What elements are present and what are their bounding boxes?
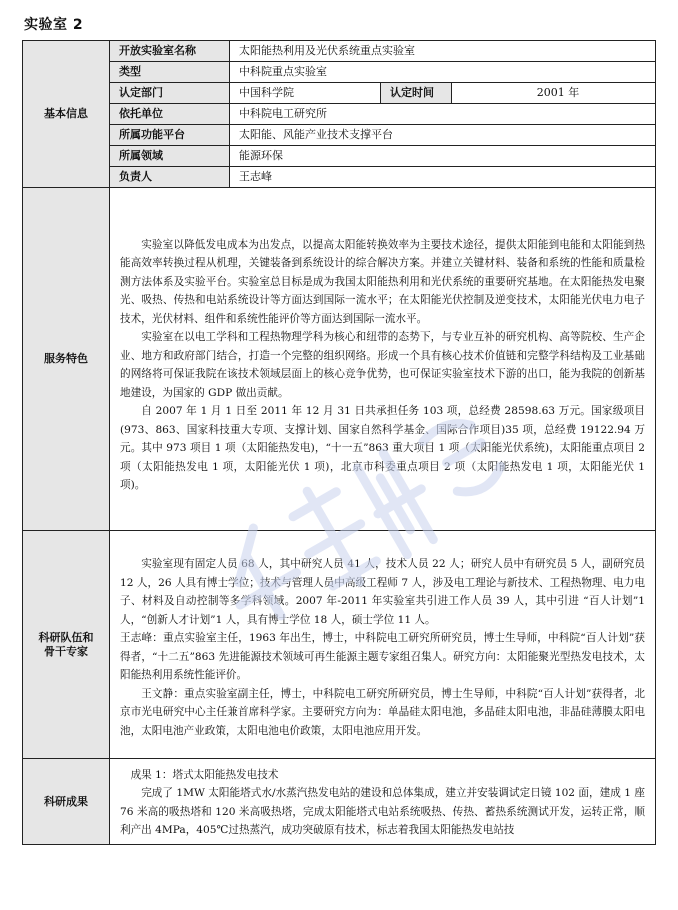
team-paragraph: 王志峰：重点实验室主任，1963 年出生，博士，中科院电工研究所研究员，博士生导师，中科院“百人计划”获得者，“十二五”863 先进能源技术领域可再生能源主题专家组召集人。研究方向：太阳能聚光型热发电技术，太阳能热利用系统性能评价。 [120, 632, 645, 681]
label-time: 认定时间 [381, 83, 452, 104]
row-unit [23, 104, 656, 125]
service-paragraph: 自 2007 年 1 月 1 日至 2011 年 12 月 31 日共承担任务 103 项，总经费 28598.63 万元。国家级项目(973、863、国家科技重大专项、支撑计划、国家自然科学基金、国际合作项目)35 项，总经费 19122.94 万元。其中 973 项目 1 项（太阳能热发电)，“十一五”863 重大项目 1 项（太阳能光伏系统)，太阳能重点项目 2 项（太阳能热发电 1 项，太阳能光伏 1 项)，北京市科委重点项目 2 项（太阳能热发电 1 项，太阳能光伏 1 项)。 [120, 405, 645, 491]
category-team [23, 531, 110, 759]
row-dept [23, 83, 656, 104]
team-paragraph: 实验室现有固定人员 68 人，其中研究人员 41 人，技术人员 22 人；研究人员中有研究员 5 人，副研究员 12 人，26 人具有博士学位；技术与管理人员中高级工程师 7 人，涉及电工理论与新技术、工程热物理、电力电子、材料及自动控制等多学科领域。2007 年-2011 年实验室共引进工作人员 39 人，其中引进 “百人计划”1 人，“创新人才计划”1 人，具有博士学位 18 人，硕士学位 11 人。 [120, 558, 645, 626]
category-team-line2: 骨干专家 [44, 644, 88, 658]
category-team-line1: 科研队伍和 [38, 630, 94, 644]
label-head: 负责人 [110, 167, 230, 188]
results-paragraph: 成果 1：塔式太阳能热发电技术 [130, 768, 279, 781]
label-dept: 认定部门 [110, 83, 230, 104]
service-content [110, 188, 656, 531]
value-type: 中科院重点实验室 [230, 62, 656, 83]
value-platform: 太阳能、风能产业技术支撑平台 [230, 125, 656, 146]
category-basic-info: 基本信息 [23, 41, 110, 188]
value-field: 能源环保 [230, 146, 656, 167]
label-field: 所属领域 [110, 146, 230, 167]
row-name [23, 41, 656, 62]
value-time: 2001 年 [452, 83, 656, 104]
page-title: 实验室 2 [24, 17, 84, 33]
label-type: 类型 [110, 62, 230, 83]
row-team [23, 531, 656, 759]
row-type [23, 62, 656, 83]
value-head: 王志峰 [230, 167, 656, 188]
team-paragraph: 王文静：重点实验室副主任，博士，中科院电工研究所研究员，博士生导师，中科院“百人计划”获得者，北京市光电研究中心主任兼首席科学家。主要研究方向为：单晶硅太阳电池，多晶硅太阳电池，非晶硅薄膜太阳电池，太阳电池产业政策，太阳电池电价政策，太阳电池应用开发。 [120, 687, 645, 737]
results-content [110, 759, 656, 845]
service-paragraph: 实验室以降低发电成本为出发点，以提高太阳能转换效率为主要技术途径，提供太阳能到电能和太阳能到热能高效率转换过程从机理，关键装备到系统设计的综合解决方案。并建立关键材料、装备和系统的性能和质量检测方法体系及实验平台。实验室总目标是成为我国太阳能热利用和光伏系统的重要研究基地。在太阳能热发电聚光、吸热、传热和电站系统设计等方面达到国际一流水平；在太阳能光伏控制及逆变技术，太阳能光伏电力电子技术，光伏材料、组件和系统性能评价等方面达到国际一流水平。 [120, 238, 645, 325]
row-head [23, 167, 656, 188]
label-lab-name: 开放实验室名称 [110, 41, 230, 62]
value-dept: 中国科学院 [230, 83, 381, 104]
label-unit: 依托单位 [110, 104, 230, 125]
value-unit: 中科院电工研究所 [230, 104, 656, 125]
value-lab-name: 太阳能热利用及光伏系统重点实验室 [230, 41, 656, 62]
results-paragraph: 完成了 1MW 太阳能塔式水/水蒸汽热发电站的建设和总体集成，建立并安装调试定日镜 102 面，建成 1 座 76 米高的吸热塔和 120 米高吸热塔，完成太阳能塔式电站系统吸热、传热、蓄热系统测试开发，运转正常，顺利产出 4MPa，405℃过热蒸汽，成功突破原有技术，标志着我国太阳能热发电站技 [120, 787, 645, 836]
row-results [23, 759, 656, 845]
label-platform: 所属功能平台 [110, 125, 230, 146]
lab-info-table [22, 40, 656, 845]
row-platform [23, 125, 656, 146]
row-field [23, 146, 656, 167]
team-content [110, 531, 656, 759]
service-paragraph: 实验室在以电工学科和工程热物理学科为核心和纽带的态势下，与专业互补的研究机构、高等院校、生产企业、地方和政府部门结合，打造一个完整的组织网络。形成一个具有核心技术价值链和完整学科结构及工业基础的网络将可保证我院在该技术领域层面上的核心竞争优势，也可保证实验室技术下游的出口，能为我院的创新基地建设，为国家的 GDP 做出贡献。 [120, 331, 645, 399]
row-service [23, 188, 656, 531]
category-service: 服务特色 [23, 188, 110, 531]
category-results: 科研成果 [23, 759, 110, 845]
